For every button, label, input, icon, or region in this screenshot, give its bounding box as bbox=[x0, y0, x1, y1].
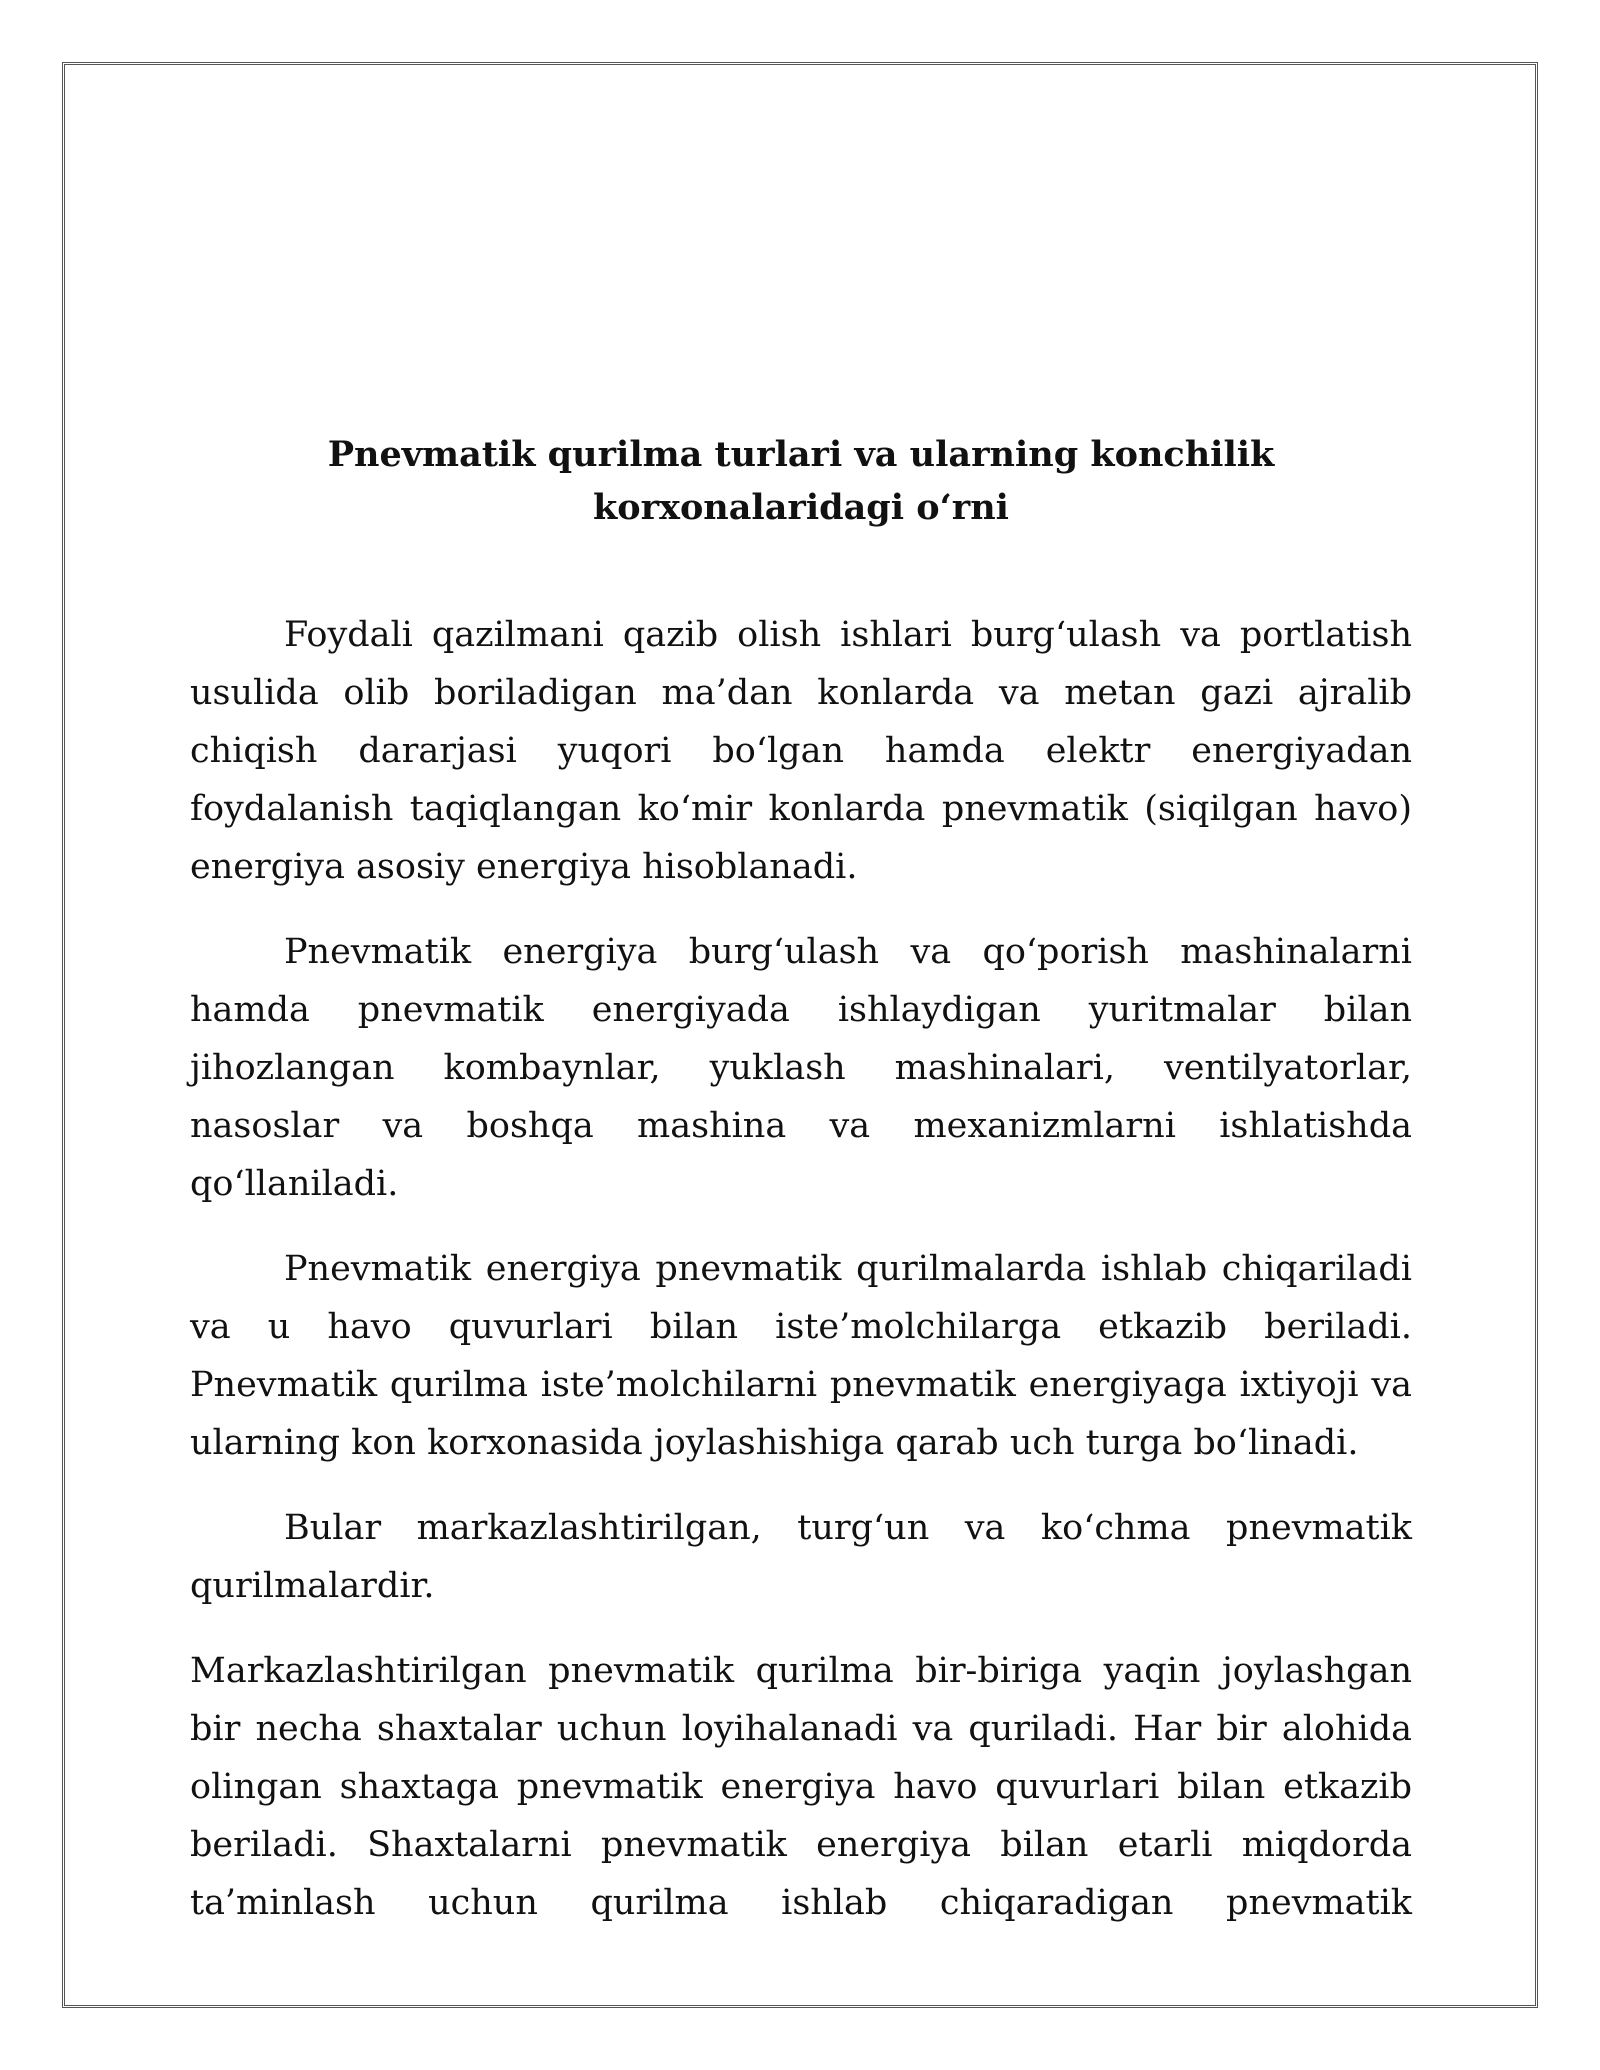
document-body bbox=[190, 428, 1412, 1959]
paragraph-4: Bular markazlashtirilgan, turgʻun va koʻchma pnevmatik qurilmalardir. bbox=[190, 1508, 1412, 1606]
title-line-1: Pnevmatik qurilma turlari va ularning konchilik bbox=[327, 434, 1275, 475]
title-line-2: korxonalaridagi oʻrni bbox=[593, 487, 1009, 528]
paragraph-3: Pnevmatik energiya pnevmatik qurilmalarda ishlab chiqariladi va u havo quvurlari bilan iste’molchilarga etkazib beriladi. Pnevmatik qurilma iste’molchilarni pnevmatik energiyaga ixtiyoji va ularning kon korxonasida joylashishiga qarab uch turga boʻlinadi. bbox=[190, 1249, 1412, 1463]
paragraph-1: Foydali qazilmani qazib olish ishlari burgʻulash va portlatish usulida olib boriladigan ma’dan konlarda va metan gazi ajralib chiqish dararjasi yuqori boʻlgan hamda elektr energiyadan foydalanish taqiqlangan koʻmir konlarda pnevmatik (siqilgan havo) energiya asosiy energiya hisoblanadi. bbox=[190, 615, 1412, 887]
document-title bbox=[190, 428, 1412, 534]
paragraph-5: Markazlashtirilgan pnevmatik qurilma bir-biriga yaqin joylashgan bir necha shaxtalar uchun loyihalanadi va quriladi. Har bir alohida olingan shaxtaga pnevmatik energiya havo quvurlari bilan etkazib beriladi. Shaxtalarni pnevmatik energiya bilan etarli miqdorda ta’minlash uchun qurilma ishlab chiqaradigan pnevmatik bbox=[190, 1651, 1412, 1923]
paragraph-2: Pnevmatik energiya burgʻulash va qoʻporish mashinalarni hamda pnevmatik energiyada ishlaydigan yuritmalar bilan jihozlangan kombaynlar, yuklash mashinalari, ventilyatorlar, nasoslar va boshqa mashina va mexanizmlarni ishlatishda qoʻllaniladi. bbox=[190, 932, 1412, 1204]
